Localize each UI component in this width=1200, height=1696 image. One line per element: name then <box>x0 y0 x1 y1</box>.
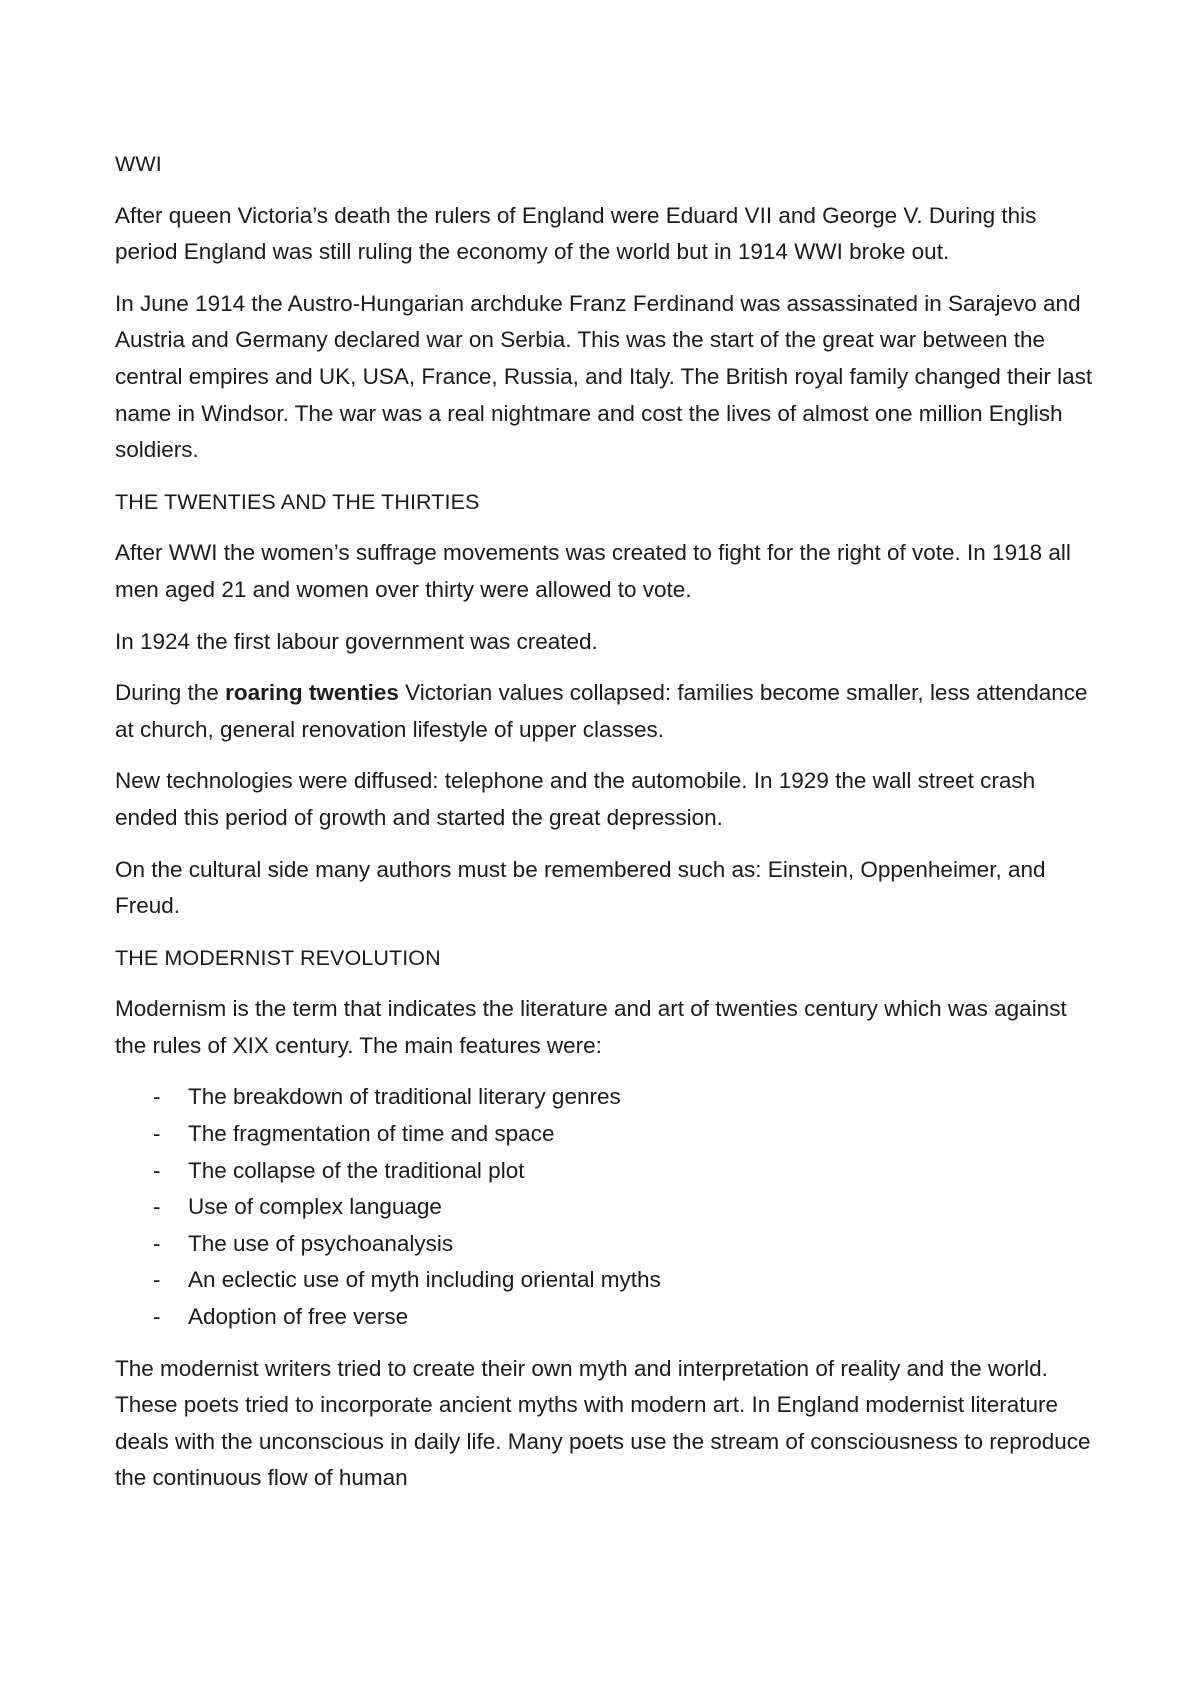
list-item <box>115 1116 1095 1153</box>
paragraph-wwi-rulers: After queen Victoria’s death the rulers of England were Eduard VII and George V. During this period England was still ruling the economy of the world but in 1914 WWI broke out. <box>115 202 1037 265</box>
list-bullet: - <box>153 1230 161 1256</box>
list-item <box>115 1226 1095 1263</box>
section-heading-twenties: THE TWENTIES AND THE THIRTIES <box>115 489 480 514</box>
list-item-text: The fragmentation of time and space <box>188 1121 555 1147</box>
list-item-text: The breakdown of traditional literary genres <box>188 1084 621 1110</box>
roaring-twenties-text-after: Victorian values collapsed: families become smaller, less attendance at church, general renovation lifestyle of upper classes. <box>115 680 1088 742</box>
list-bullet: - <box>153 1267 161 1293</box>
paragraph-suffrage: After WWI the women’s suffrage movements was created to fight for the right of vote. In 1918 all men aged 21 and women over thirty were allowed to vote. <box>115 540 1071 602</box>
list-item <box>115 1079 1095 1116</box>
roaring-twenties-text-before: During the <box>115 680 226 706</box>
list-item-text: The use of psychoanalysis <box>188 1230 454 1256</box>
section-heading-modernist: THE MODERNIST REVOLUTION <box>115 945 441 970</box>
paragraph-modernist-writers: The modernist writers tried to create their own myth and interpretation of reality and the world. These poets tried to incorporate ancient myths with modern art. In England modernist literature deals with the unconscious in daily life. Many poets use the stream of consciousness to reproduce the continuous flow of human <box>115 1355 1091 1491</box>
document-page <box>115 146 1095 1512</box>
features-list <box>115 1079 1095 1335</box>
list-item-text: An eclectic use of myth including oriental myths <box>188 1267 661 1293</box>
paragraph-labour-government: In 1924 the first labour government was created. <box>115 628 598 654</box>
list-bullet: - <box>153 1194 161 1220</box>
list-item <box>115 1262 1095 1299</box>
list-item-text: The collapse of the traditional plot <box>188 1157 525 1183</box>
list-item-text: Adoption of free verse <box>188 1304 409 1330</box>
list-bullet: - <box>153 1157 161 1183</box>
section-heading-wwi: WWI <box>115 152 162 176</box>
paragraph-wwi-assassination: In June 1914 the Austro-Hungarian archduke Franz Ferdinand was assassinated in Sarajevo and Austria and Germany declared war on Serbia. This was the start of the great war between the central empires and UK, USA, France, Russia, and Italy. The British royal family changed their last name in Windsor. The war was a real nightmare and cost the lives of almost one million English soldiers. <box>115 290 1093 463</box>
list-item <box>115 1153 1095 1190</box>
list-bullet: - <box>153 1121 161 1147</box>
roaring-twenties-bold: roaring twenties <box>225 680 399 706</box>
paragraph-technologies: New technologies were diffused: telephone and the automobile. In 1929 the wall street crash ended this period of growth and started the great depression. <box>115 768 1036 830</box>
list-item <box>115 1299 1095 1336</box>
list-item-text: Use of complex language <box>188 1194 442 1220</box>
list-bullet: - <box>153 1304 161 1330</box>
paragraph-roaring-twenties <box>115 675 1095 748</box>
paragraph-cultural-side: On the cultural side many authors must be remembered such as: Einstein, Oppenheimer, and Freud. <box>115 856 1046 919</box>
list-item <box>115 1189 1095 1226</box>
list-bullet: - <box>153 1084 161 1110</box>
paragraph-modernism-definition: Modernism is the term that indicates the literature and art of twenties century which was against the rules of XIX century. The main features were: <box>115 996 1067 1058</box>
